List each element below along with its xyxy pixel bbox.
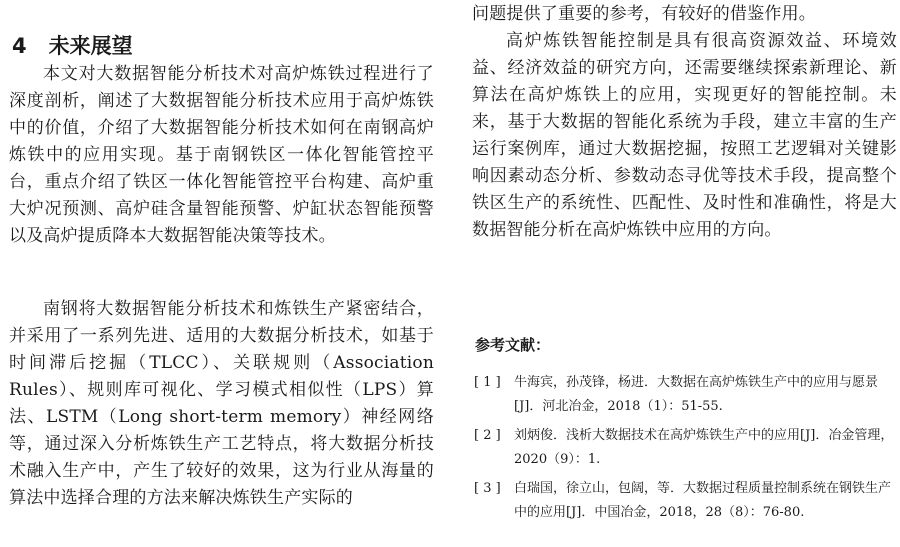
reference-item bbox=[472, 424, 897, 472]
reference-item bbox=[472, 477, 897, 525]
paragraph-outlook: 高炉炼铁智能控制是具有很高资源效益、环境效益、经济效益的研究方向，还需要继续探索新理论、新算法在高炉炼铁上的应用，实现更好的智能控制。未来，基于大数据的智能化系统为手段，建立丰富的生产运行案例库，通过大数据挖掘，按照工艺逻辑对关键影响因素动态分析、参数动态寻优等技术手段，提高整个铁区生产的系统性、匹配性、及时性和准确性，将是大数据智能分析在高炉炼铁中应用的方向。 bbox=[472, 31, 897, 240]
paragraph-continuation: 问题提供了重要的参考，有较好的借鉴作用。 bbox=[472, 4, 816, 24]
reference-item bbox=[472, 371, 897, 419]
left-column bbox=[9, 0, 434, 547]
right-column bbox=[472, 0, 897, 547]
paragraph-summary: 本文对大数据智能分析技术对高炉炼铁过程进行了深度剖析，阐述了大数据智能分析技术应用于高炉炼铁中的价值，介绍了大数据智能分析技术如何在南钢高炉炼铁中的应用实现。基于南钢铁区一体化智能管控平台，重点介绍了铁区一体化智能管控平台构建、高炉重大炉况预测、高炉硅含量智能预警、炉缸状态智能预警以及高炉提质降本大数据智能决策等技术。 bbox=[9, 64, 434, 246]
reference-text: 牛海宾，孙茂锋，杨进．大数据在高炉炼铁生产中的应用与愿景[J]．河北冶金，2018（1）：51-55. bbox=[514, 375, 879, 414]
reference-text: 白瑞国，徐立山，包阔，等．大数据过程质量控制系统在钢铁生产中的应用[J]．中国冶金，2018，28（8）：76-80. bbox=[514, 481, 892, 520]
reference-number: [ 1 ] bbox=[474, 375, 501, 390]
reference-number: [ 2 ] bbox=[474, 428, 501, 443]
section-title: 未来展望 bbox=[48, 34, 133, 59]
references-list bbox=[472, 371, 897, 530]
section-heading bbox=[12, 31, 133, 61]
reference-number: [ 3 ] bbox=[474, 481, 501, 496]
paragraph-techniques: 南钢将大数据智能分析技术和炼铁生产紧密结合，并采用了一系列先进、适用的大数据分析技术，如基于时间滞后挖掘（TLCC）、关联规则（Association Rules）、规则库可视化、学习模式相似性（LPS）算法、LSTM（Long short-term memory）神经网络等，通过深入分析炼铁生产工艺特点，将大数据分析技术融入生产中，产生了较好的效果，这为行业从海量的算法中选择合理的方法来解决炼铁生产实际的 bbox=[9, 299, 434, 508]
references-heading: 参考文献： bbox=[475, 336, 551, 354]
section-number: 4 bbox=[12, 34, 27, 59]
reference-text: 刘炳俊．浅析大数据技术在高炉炼铁生产中的应用[J]．冶金管理，2020（9）：1. bbox=[514, 428, 894, 467]
